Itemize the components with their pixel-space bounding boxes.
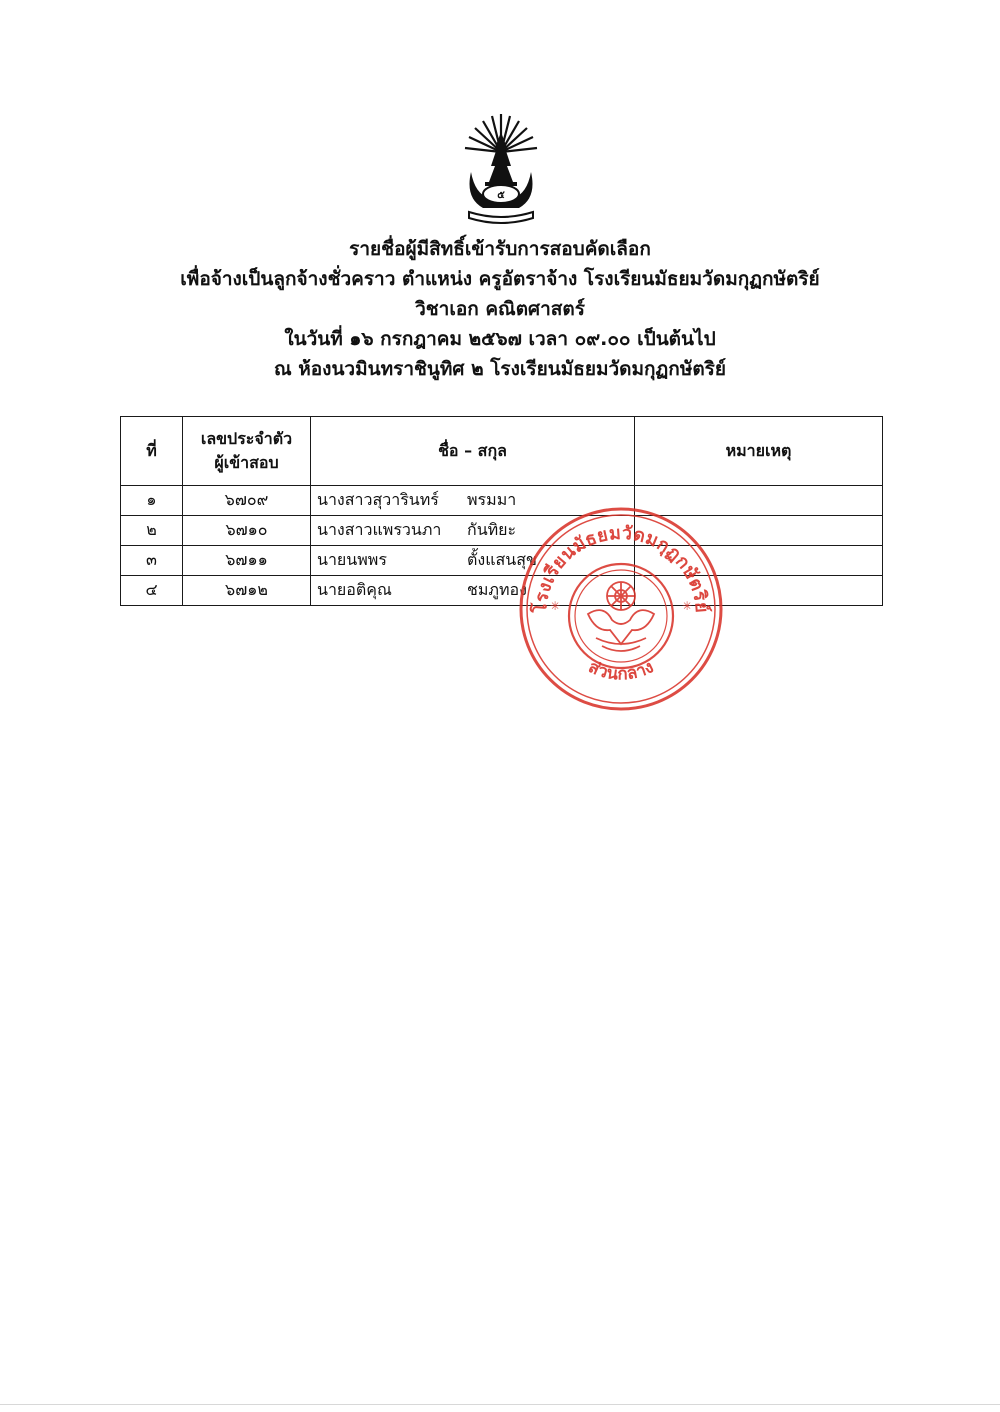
cell-remark [635, 516, 883, 546]
table-row [121, 486, 883, 516]
cell-name [311, 576, 635, 606]
header-remark: หมายเหตุ [635, 417, 883, 486]
first-name: นางสาวแพรวนภา [317, 520, 442, 539]
last-name: ชมภูทอง [467, 580, 527, 599]
candidate-table [120, 416, 883, 606]
cell-no: ๓ [121, 546, 183, 576]
last-name: ตั้งแสนสุข [467, 550, 537, 569]
cell-name [311, 546, 635, 576]
cell-exam-id: ๖๗๑๒ [183, 576, 311, 606]
header-no: ที่ [121, 417, 183, 486]
cell-remark [635, 576, 883, 606]
cell-no: ๒ [121, 516, 183, 546]
last-name: พรมมา [467, 490, 517, 509]
last-name: กันทิยะ [467, 520, 517, 539]
table-row [121, 546, 883, 576]
table-header-row [121, 417, 883, 486]
header-exam-id-line1: เลขประจำตัว [200, 429, 293, 448]
seal-bottom-text: ส่วนกลาง [585, 657, 657, 685]
cell-exam-id: ๖๗๐๙ [183, 486, 311, 516]
document-title: รายชื่อผู้มีสิทธิ์เข้ารับการสอบคัดเลือก [349, 238, 651, 260]
cell-name [311, 486, 635, 516]
location-line: ณ ห้องนวมินทราชินูทิศ ๒ โรงเรียนมัธยมวัดมกุฏกษัตริย์ [273, 358, 727, 380]
table-row [121, 516, 883, 546]
cell-no: ๔ [121, 576, 183, 606]
first-name: นางสาวสุวารินทร์ [317, 490, 439, 509]
subject-line: วิชาเอก คณิตศาสตร์ [415, 298, 585, 320]
school-emblem-icon [455, 108, 547, 228]
header-exam-id [183, 417, 311, 486]
svg-text:๕: ๕ [497, 190, 505, 201]
svg-text:ส่วนกลาง [585, 657, 657, 684]
cell-remark [635, 486, 883, 516]
first-name: นายอติคุณ [317, 580, 392, 599]
seal-top-text: โรงเรียนมัธยมวัดมกุฏกษัตริย์ [529, 522, 713, 614]
svg-text:✳: ✳ [550, 599, 561, 613]
svg-text:✳: ✳ [682, 599, 693, 613]
table-row [121, 576, 883, 606]
cell-exam-id: ๖๗๑๑ [183, 546, 311, 576]
cell-no: ๑ [121, 486, 183, 516]
header-exam-id-line2: ผู้เข้าสอบ [214, 453, 279, 472]
page-bottom-edge [0, 1404, 1000, 1405]
cell-remark [635, 546, 883, 576]
cell-name [311, 516, 635, 546]
document-subtitle: เพื่อจ้างเป็นลูกจ้างชั่วคราว ตำแหน่ง ครูอัตราจ้าง โรงเรียนมัธยมวัดมกุฏกษัตริย์ [180, 268, 820, 290]
cell-exam-id: ๖๗๑๐ [183, 516, 311, 546]
first-name: นายนพพร [317, 550, 387, 569]
date-time-line: ในวันที่ ๑๖ กรกฎาคม ๒๕๖๗ เวลา ๐๙.๐๐ เป็นต้นไป [284, 328, 716, 350]
document-heading [0, 234, 1000, 384]
header-name: ชื่อ – สกุล [311, 417, 635, 486]
